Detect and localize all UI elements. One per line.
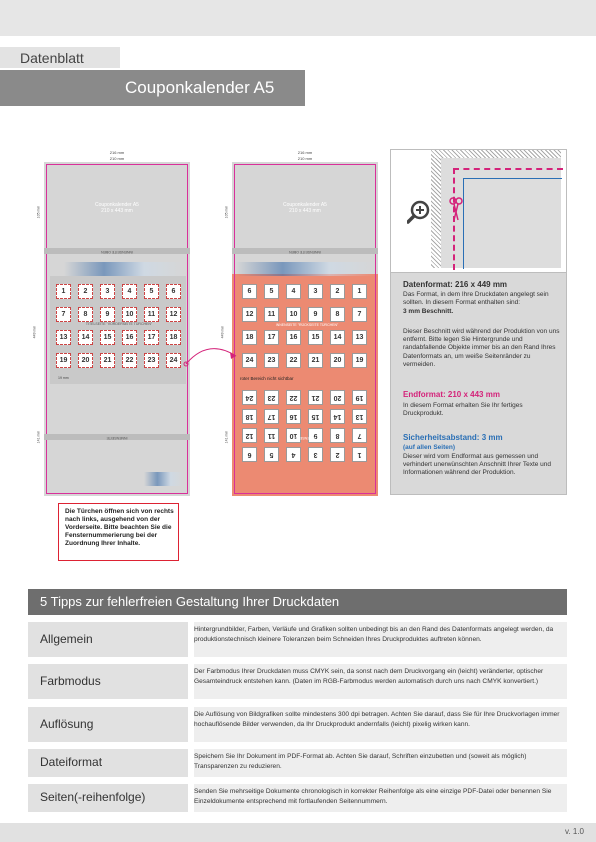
tip-label-cell — [28, 707, 188, 742]
left-sheet — [32, 150, 190, 496]
coupon-cell: 9 — [308, 307, 323, 322]
door-note-text: Die Türchen öffnen sich von rechts nach links, ausgehend von der Vorderseite. Bitte beachten Sie die Fensternummerierung bei der Zuordnung Ihrer Inhalte. — [65, 508, 174, 547]
tip-text: Hintergrundbilder, Farben, Verläufe und Grafiken sollten unbedingt bis an den Rand des Datenformats angelegt werden, da produktionstechnisch kleinere Toleranzen beim Schneiden Ihres Druckproduktes auftreten können. — [194, 626, 554, 643]
coupon-cell: 18 — [242, 330, 257, 345]
connector-arrow — [178, 340, 248, 380]
scissors-icon — [448, 196, 464, 222]
coupon-cell: 22 — [286, 390, 301, 405]
coupon-cell: 10 — [286, 307, 301, 322]
coupon-cell: 11 — [264, 428, 279, 443]
tip-label: Allgemein — [40, 632, 93, 646]
left-dim-outer: 216 mm — [109, 150, 125, 155]
tip-label: Auflösung — [40, 717, 94, 731]
coupon-cell: 4 — [286, 284, 301, 299]
coupon-cell: 13 — [352, 330, 367, 345]
left-side-top: 105 mm — [36, 205, 41, 219]
left-band-mid: TITELSEITE "VORDERSEITE TÜRCHEN" — [85, 322, 153, 326]
tip-label: Seiten(-reihenfolge) — [40, 790, 146, 804]
coupon-cell: 14 — [330, 330, 345, 345]
coupon-cell: 11 — [264, 307, 279, 322]
coupon-cell: 4 — [122, 284, 137, 299]
tip-row — [28, 664, 567, 699]
coupon-cell: 11 — [144, 307, 159, 322]
right-inner-title: Couponkalender A5 — [283, 202, 327, 208]
coupon-cell: 18 — [242, 409, 257, 424]
coupon-cell: 16 — [286, 409, 301, 424]
coupon-cell: 16 — [122, 330, 137, 345]
safety-sub: (auf allen Seiten) — [403, 444, 456, 451]
coupon-cell: 24 — [166, 353, 181, 368]
right-side-bottom: 141 mm — [224, 430, 229, 444]
right-band-bottom: INNENSEITE — [294, 436, 316, 440]
coupon-cell: 12 — [242, 307, 257, 322]
tip-label-cell — [28, 664, 188, 699]
coupon-cell: 8 — [78, 307, 93, 322]
coupon-cell: 10 — [286, 428, 301, 443]
coupon-cell: 24 — [242, 353, 257, 368]
coupon-cell: 9 — [308, 428, 323, 443]
tip-row — [28, 707, 567, 742]
data-format-text: Das Format, in dem Ihre Druckdaten angelegt sein sollten. In diesem Format enthalten sind: — [403, 291, 549, 307]
tips-title: 5 Tipps zur fehlerfreien Gestaltung Ihrer Druckdaten — [40, 594, 340, 609]
coupon-cell: 16 — [286, 330, 301, 345]
right-sheet — [220, 150, 378, 496]
coupon-cell: 14 — [78, 330, 93, 345]
final-format-text: In diesem Format erhalten Sie Ihr fertiges Druckprodukt. — [403, 402, 523, 418]
tip-text-cell — [194, 664, 567, 699]
tip-label: Farbmodus — [40, 674, 101, 688]
right-side-top: 105 mm — [224, 205, 229, 219]
title-band — [0, 70, 305, 106]
coupon-cell: 2 — [330, 447, 345, 462]
sheet-label-tab — [0, 47, 120, 68]
data-format-title: Datenformat: 216 x 449 mm — [403, 280, 508, 289]
coupon-cell: 1 — [56, 284, 71, 299]
tip-text: Die Auflösung von Bildgrafiken sollte mindestens 300 dpi betragen. Achten Sie darauf, dass Sie für Ihre Druckvorlagen immer hochauflösende Bilder verwenden, da Ihr Druckprodukt andernfalls (leicht) pixelig wirken kann. — [194, 711, 560, 728]
top-bar — [0, 0, 596, 36]
right-visible-note: roter Bereich nicht sichtbar — [240, 376, 294, 381]
safety-title: Sicherheitsabstand: 3 mm — [403, 433, 503, 442]
safety-text: Dieser wird vom Endformat aus gemessen und verhindert unerwünschten Anschnitt Ihrer Texte und Informationen während der Produktion. — [403, 453, 552, 477]
tips-header — [28, 589, 567, 615]
tip-text: Der Farbmodus Ihrer Druckdaten muss CMYK sein, da sonst nach dem Druckvorgang ein (leicht) veränderter, optischer Gesamteindruck entstehen kann. (Daten im RGB-Farbmodus werden automatisch durch uns nach CMYK konvertiert.) — [194, 668, 544, 685]
left-coupon-grid — [56, 284, 181, 368]
coupon-cell: 19 — [352, 390, 367, 405]
coupon-cell: 15 — [100, 330, 115, 345]
coupon-cell: 20 — [78, 353, 93, 368]
right-inner-size: 210 x 443 mm — [289, 208, 321, 214]
left-band-bottom: INNENSEITE — [44, 434, 190, 440]
coupon-cell: 13 — [352, 409, 367, 424]
illustration-hatch-left — [431, 156, 441, 268]
coupon-cell: 2 — [330, 284, 345, 299]
tip-row — [28, 622, 567, 657]
coupon-cell: 21 — [100, 353, 115, 368]
left-side-bottom: 141 mm — [36, 430, 41, 444]
left-side-total: 449 mm — [32, 325, 37, 339]
right-band-top: INNENSEITE OBEN — [232, 248, 378, 254]
coupon-cell: 17 — [264, 409, 279, 424]
left-splash-graphic — [64, 262, 184, 276]
illustration-safety-line — [463, 178, 562, 269]
coupon-cell: 22 — [286, 353, 301, 368]
tip-row — [28, 784, 567, 812]
coupon-cell: 20 — [330, 390, 345, 405]
right-side-total: 449 mm — [220, 325, 225, 339]
coupon-cell: 21 — [308, 390, 323, 405]
coupon-cell: 20 — [330, 353, 345, 368]
coupon-cell: 8 — [330, 428, 345, 443]
coupon-cell: 3 — [308, 284, 323, 299]
left-inner-title: Couponkalender A5 — [95, 202, 139, 208]
right-coupon-grid-top — [242, 284, 367, 368]
page-title: Couponkalender A5 — [125, 78, 275, 97]
coupon-cell: 15 — [308, 409, 323, 424]
coupon-cell: 8 — [330, 307, 345, 322]
coupon-cell: 24 — [242, 390, 257, 405]
coupon-cell: 3 — [308, 447, 323, 462]
coupon-cell: 14 — [330, 409, 345, 424]
coupon-cell: 1 — [352, 447, 367, 462]
coupon-cell: 15 — [308, 330, 323, 345]
coupon-cell: 18 — [166, 330, 181, 345]
tip-label-cell — [28, 622, 188, 657]
coupon-cell: 7 — [56, 307, 71, 322]
coupon-cell: 10 — [122, 307, 137, 322]
tip-text: Speichern Sie Ihr Dokument im PDF-Format ab. Achten Sie darauf, Schriften einzubetten und (soweit als möglich) Transparenzen zu reduzieren. — [194, 753, 527, 770]
tip-label-cell — [28, 749, 188, 777]
left-row-label: 19 mm — [58, 376, 69, 380]
left-dim-inner: 210 mm — [109, 156, 125, 161]
sheet-label: Datenblatt — [20, 50, 84, 66]
right-dim-outer: 216 mm — [297, 150, 313, 155]
coupon-cell: 23 — [264, 353, 279, 368]
coupon-cell: 5 — [264, 447, 279, 462]
coupon-cell: 6 — [242, 447, 257, 462]
coupon-cell: 6 — [242, 284, 257, 299]
coupon-cell: 12 — [242, 428, 257, 443]
coupon-cell: 19 — [352, 353, 367, 368]
coupon-cell: 3 — [100, 284, 115, 299]
illustration-hatch-top — [431, 150, 561, 158]
tip-text: Senden Sie mehrseitige Dokumente chronologisch in korrekter Reihenfolge als eine einzige PDF-Datei oder benennen Sie Einzeldokumente entsprechend mit fortlaufenden Seitennummern. — [194, 788, 552, 805]
coupon-cell: 21 — [308, 353, 323, 368]
right-coupon-grid-bottom — [242, 390, 367, 462]
coupon-cell: 12 — [166, 307, 181, 322]
tip-label-cell — [28, 784, 188, 812]
coupon-cell: 22 — [122, 353, 137, 368]
coupon-cell: 6 — [166, 284, 181, 299]
coupon-cell: 17 — [264, 330, 279, 345]
coupon-cell: 19 — [56, 353, 71, 368]
door-note-box — [58, 503, 179, 561]
right-dim-inner: 210 mm — [297, 156, 313, 161]
final-format-title: Endformat: 210 x 443 mm — [403, 390, 500, 399]
tip-text-cell — [194, 622, 567, 657]
tip-text-cell — [194, 784, 567, 812]
zoom-in-icon — [407, 200, 431, 224]
coupon-cell: 5 — [144, 284, 159, 299]
coupon-cell: 13 — [56, 330, 71, 345]
right-band-mid: INNENSEITE "RÜCKSEITE TÜRCHEN" — [275, 323, 339, 327]
coupon-cell: 7 — [352, 428, 367, 443]
left-inner-size: 210 x 443 mm — [101, 208, 133, 214]
coupon-cell: 17 — [144, 330, 159, 345]
data-format-bold: 3 mm Beschnitt. — [403, 308, 454, 315]
coupon-cell: 23 — [264, 390, 279, 405]
left-band-top: INNENSEITE OBEN — [44, 248, 190, 254]
tip-label: Dateiformat — [40, 755, 103, 769]
tip-text-cell — [194, 749, 567, 777]
version-label: v. 1.0 — [565, 827, 584, 836]
coupon-cell: 4 — [286, 447, 301, 462]
coupon-cell: 2 — [78, 284, 93, 299]
footer-bar — [0, 823, 596, 842]
coupon-cell: 7 — [352, 307, 367, 322]
tip-text-cell — [194, 707, 567, 742]
coupon-cell: 5 — [264, 284, 279, 299]
tip-row — [28, 749, 567, 777]
trim-text: Dieser Beschnitt wird während der Produktion von uns entfernt. Bitte legen Sie Hintergrunde und randabfallende Objekte immer bis an den Rand Ihres Datenformats an, um weiße Seitenränder zu vermeiden. — [403, 328, 560, 368]
coupon-cell: 9 — [100, 307, 115, 322]
coupon-cell: 23 — [144, 353, 159, 368]
left-splash-bottom — [144, 472, 184, 486]
coupon-cell: 1 — [352, 284, 367, 299]
right-splash-graphic — [236, 262, 376, 276]
